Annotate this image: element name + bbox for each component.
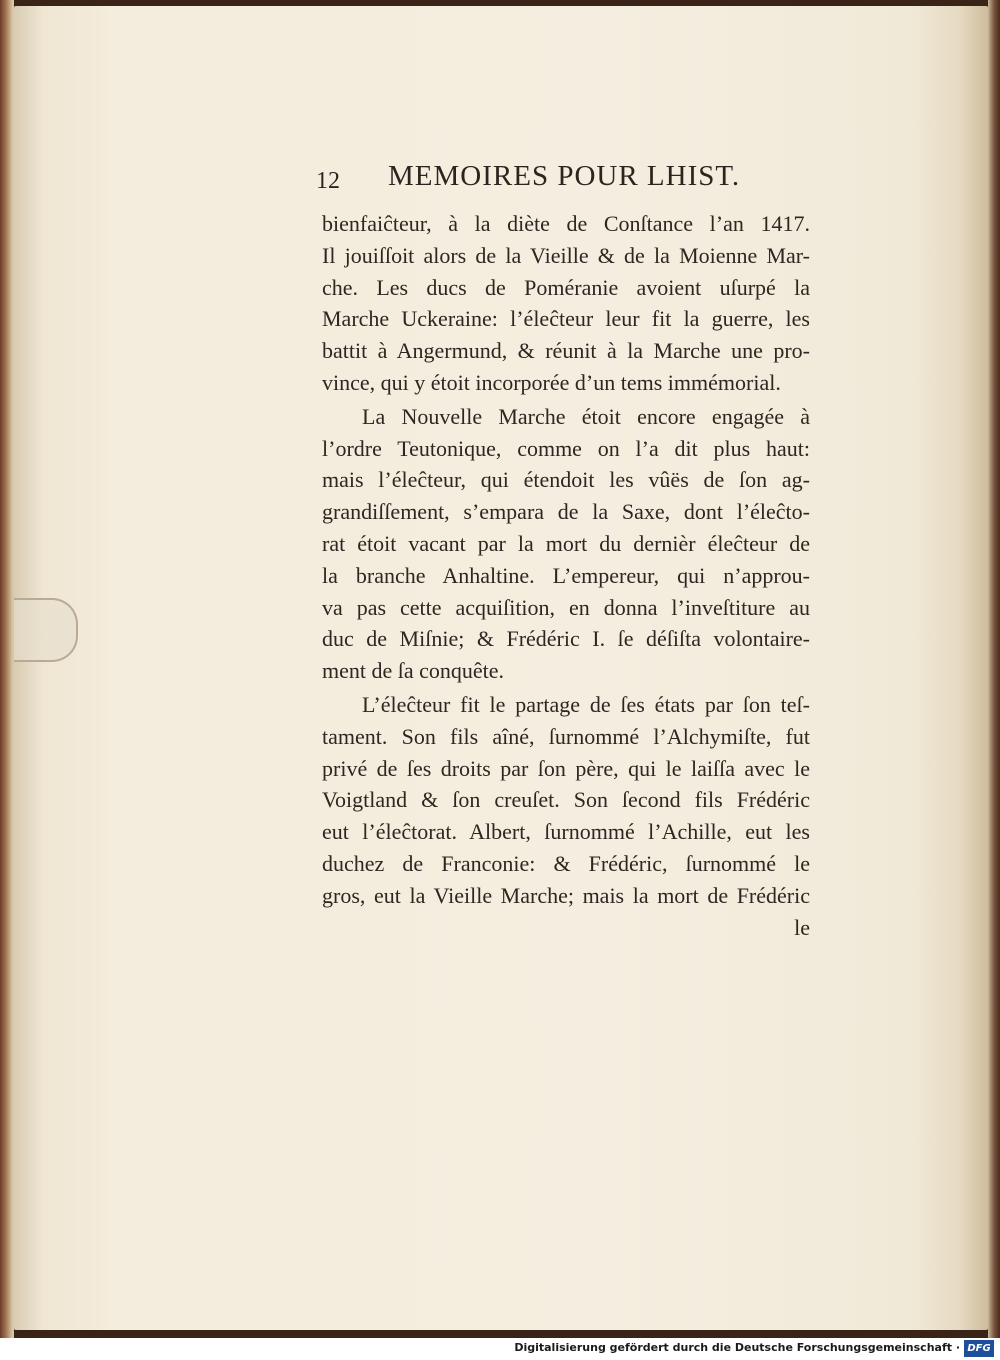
digitization-footer [0,1338,1000,1360]
text-line: bienfaiĉteur, à la diète de Conſtance l’an 1417. [322,211,810,236]
text-line: Marche Uckeraine: l’éleĉteur leur fit la guerre, les [322,306,810,332]
text-line: L’éleĉteur fit le partage de ſes états par ſon teſ- [362,691,810,717]
dfg-logo-icon: DFG [964,1340,994,1357]
text-line: Voigtland & ſon creuſet. Son ſecond fils Frédéric [322,787,810,813]
text-line: vince, qui y étoit incorporée d’un tems immémorial. [322,369,781,395]
text-line: eut l’éleĉtorat. Albert, ſurnommé l’Achille, eut les [322,819,810,845]
text-line: rat étoit vacant par la mort du dernièr éleĉteur de [322,530,810,556]
text-line: l’ordre Teutonique, comme on l’a dit plus haut: [322,435,810,461]
text-line: va pas cette acquiſition, en donna l’inveſtiture au [322,594,810,620]
text-line: La Nouvelle Marche étoit encore engagée à [362,403,810,429]
text-line: ment de ſa conquête. [322,658,505,684]
text-line: battit à Angermund, & réunit à la Marche une pro- [322,338,810,364]
catchword: le [794,914,810,940]
text-line: Il jouiſſoit alors de la Vieille & de la Moienne Mar- [322,242,810,268]
text-line: duc de Miſnie; & Frédéric I. ſe déſiſta volontaire- [322,626,810,652]
book-binding-edge-right [988,0,1000,1338]
bookmark-tab [14,598,78,662]
text-line: che. Les ducs de Poméranie avoient uſurpé la [322,274,810,300]
book-binding-edge-left [0,0,14,1338]
text-line: duchez de Franconie: & Frédéric, ſurnommé le [322,850,810,876]
footer-credit: Digitalisierung gefördert durch die Deutsche Forschungsgemeinschaft · [514,1341,960,1354]
text-line: la branche Anhaltine. L’empereur, qui n’approu- [322,562,810,588]
running-title: MEMOIRES POUR LHIST. [388,160,741,192]
text-line: privé de ſes droits par ſon père, qui le laiſſa avec le [322,755,810,781]
text-line: tament. Son fils aîné, ſurnommé l’Alchymiſte, fut [322,723,810,749]
body-text [322,208,810,943]
page-header [316,160,806,196]
page-number: 12 [316,168,340,194]
text-line: gros, eut la Vieille Marche; mais la mort de Frédéric [322,882,810,908]
text-line: mais l’éleĉteur, qui étendoit les vûës de ſon ag- [322,467,810,493]
text-line: grandiſſement, s’empara de la Saxe, dont l’éleĉto- [322,499,810,525]
